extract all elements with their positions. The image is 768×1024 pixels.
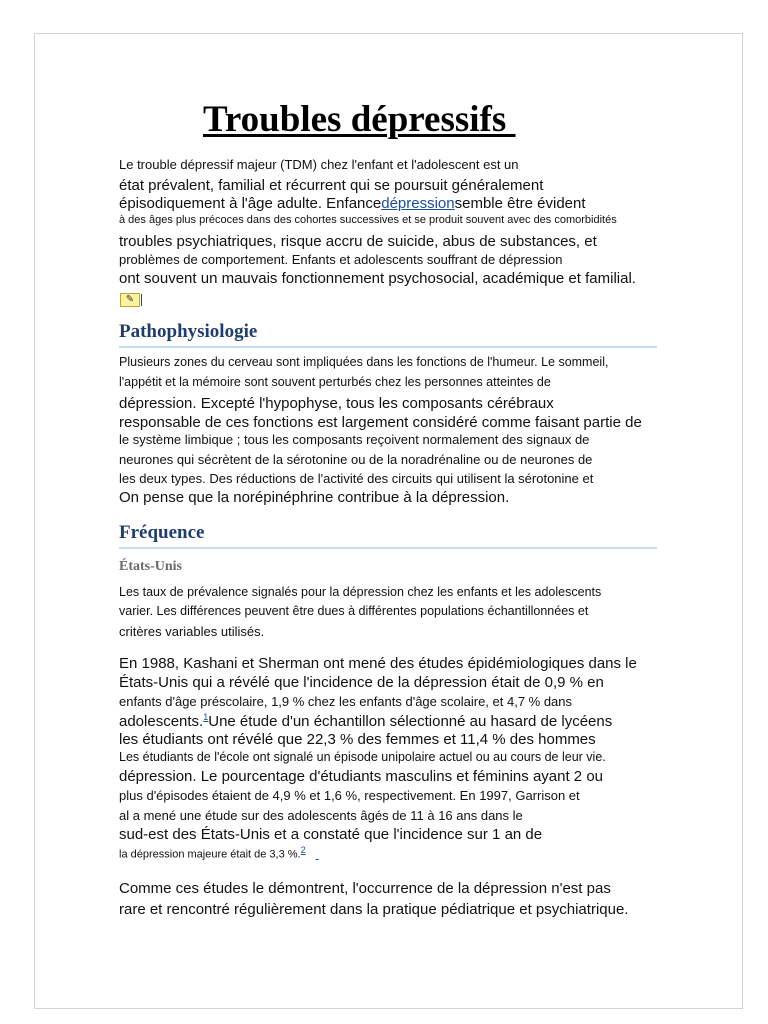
freq-p2-line-11-text: la dépression majeure était de 3,3 %. xyxy=(119,848,301,861)
patho-line-2: l'appétit et la mémoire sont souvent perturbés chez les personnes atteintes de xyxy=(119,375,551,389)
section-heading-frequence: Fréquence xyxy=(119,522,205,543)
freq-p1-line-1: Les taux de prévalence signalés pour la dépression chez les enfants et les adolescents xyxy=(119,585,602,599)
freq-p2-line-5: les étudiants ont révélé que 22,3 % des femmes et 11,4 % des hommes xyxy=(119,731,596,748)
intro-line-3-text-b: semble être évident xyxy=(454,195,586,212)
patho-line-7: les deux types. Des réductions de l'activité des circuits qui utilisent la sérotonine et xyxy=(119,471,594,486)
freq-p2-line-4-text-b: Une étude d'un échantillon sélectionné au hasard de lycéens xyxy=(208,713,613,730)
freq-p2-line-8: plus d'épisodes étaient de 4,9 % et 1,6 %, respectivement. En 1997, Garrison et xyxy=(119,788,580,803)
freq-p2-line-1: En 1988, Kashani et Sherman ont mené des études épidémiologiques dans le xyxy=(119,655,637,672)
section-heading-pathophysiologie: Pathophysiologie xyxy=(119,321,258,342)
freq-p2-line-7: dépression. Le pourcentage d'étudiants masculins et féminins ayant 2 ou xyxy=(119,768,603,785)
intro-line-3-text-a: épisodiquement à l'âge adulte. Enfance xyxy=(119,195,382,212)
freq-p2-line-9: al a mené une étude sur des adolescents âgés de 11 à 16 ans dans le xyxy=(119,808,523,823)
freq-p2-line-4 xyxy=(119,712,612,730)
note-icon[interactable]: ✎ xyxy=(120,293,140,307)
depression-link[interactable]: dépression xyxy=(381,195,455,212)
section-divider xyxy=(119,346,657,348)
section-divider xyxy=(119,547,657,549)
freq-p1-line-2: varier. Les différences peuvent être dues à différentes populations échantillonnées et xyxy=(119,604,589,618)
patho-line-6: neurones qui sécrètent de la sérotonine ou de la noradrénaline ou de neurones de xyxy=(119,452,593,467)
document-page xyxy=(34,33,743,1009)
intro-line-1: Le trouble dépressif majeur (TDM) chez l'enfant et l'adolescent est un xyxy=(119,157,519,172)
freq-p2-line-4-text-a: adolescents. xyxy=(119,713,204,730)
freq-p2-line-6: Les étudiants de l'école ont signalé un épisode unipolaire actuel ou au cours de leur vie. xyxy=(119,750,606,764)
freq-p3-line-1: Comme ces études le démontrent, l'occurrence de la dépression n'est pas xyxy=(119,880,611,897)
patho-line-3: dépression. Excepté l'hypophyse, tous les composants cérébraux xyxy=(119,395,554,412)
reference-link-trailing[interactable] xyxy=(316,849,319,861)
intro-line-3 xyxy=(119,195,586,212)
freq-p1-line-3: critères variables utilisés. xyxy=(119,624,265,639)
subheading-etats-unis: États-Unis xyxy=(119,559,183,574)
patho-line-1: Plusieurs zones du cerveau sont impliquées dans les fonctions de l'humeur. Le sommeil, xyxy=(119,355,609,369)
patho-line-5: le système limbique ; tous les composants reçoivent normalement des signaux de xyxy=(119,432,590,447)
intro-line-2: état prévalent, familial et récurrent qui se poursuit généralement xyxy=(119,177,544,194)
freq-p2-line-3: enfants d'âge préscolaire, 1,9 % chez les enfants d'âge scolaire, et 4,7 % dans xyxy=(119,694,573,709)
patho-line-4: responsable de ces fonctions est largement considéré comme faisant partie de xyxy=(119,414,642,431)
intro-line-4: à des âges plus précoces dans des cohortes successives et se produit souvent avec des comorbidités xyxy=(119,214,617,226)
reference-link-2[interactable]: 2 xyxy=(300,845,306,855)
reference-link-1[interactable]: 1 xyxy=(203,712,209,722)
intro-line-6: problèmes de comportement. Enfants et adolescents souffrant de dépression xyxy=(119,252,563,267)
intro-line-7: ont souvent un mauvais fonctionnement psychosocial, académique et familial. xyxy=(119,270,636,287)
page-title: Troubles dépressifs xyxy=(203,99,516,140)
intro-line-5: troubles psychiatriques, risque accru de suicide, abus de substances, et xyxy=(119,233,597,250)
patho-line-8: On pense que la norépinéphrine contribue à la dépression. xyxy=(119,489,510,506)
freq-p3-line-2: rare et rencontré régulièrement dans la pratique pédiatrique et psychiatrique. xyxy=(119,901,629,918)
freq-p2-line-11 xyxy=(119,845,319,861)
freq-p2-line-2: États-Unis qui a révélé que l'incidence de la dépression était de 0,9 % en xyxy=(119,674,604,691)
freq-p2-line-10: sud-est des États-Unis et a constaté que l'incidence sur 1 an de xyxy=(119,826,543,843)
